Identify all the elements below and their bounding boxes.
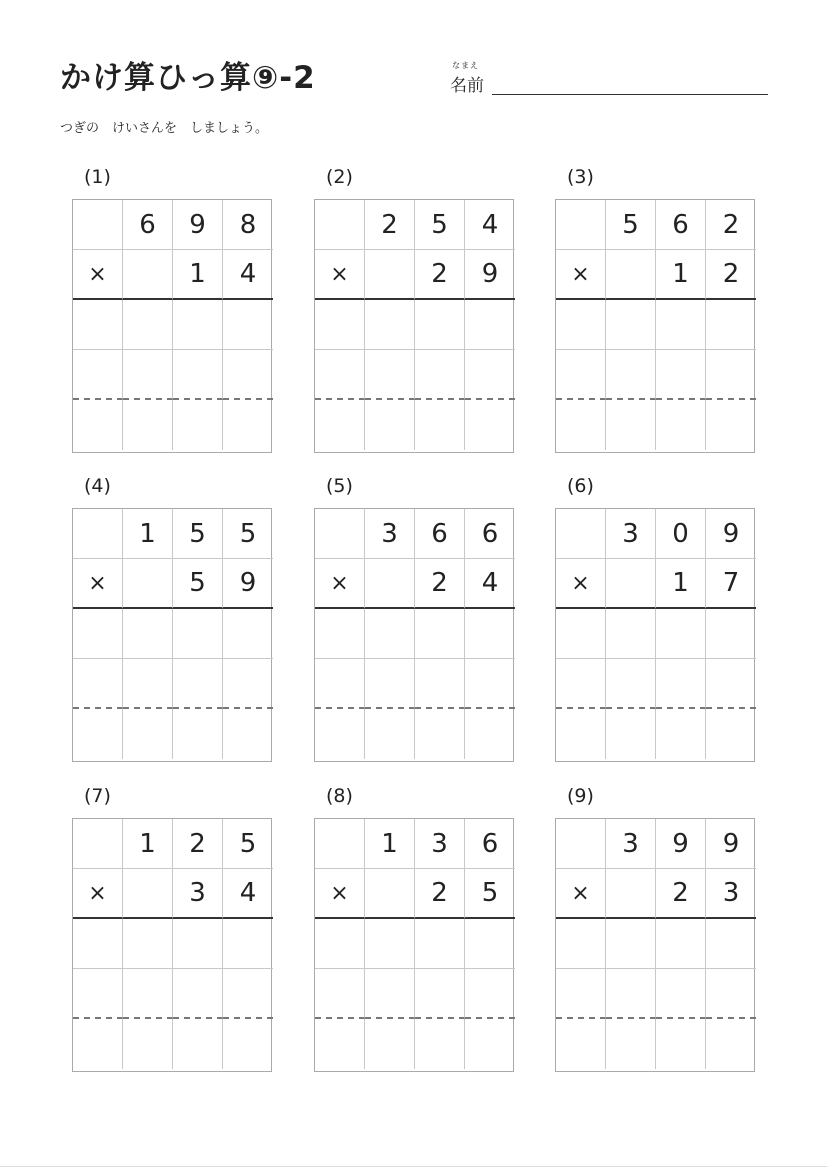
answer-cell[interactable] (606, 709, 656, 759)
instruction-text: つぎの けいさんを しましょう。 (60, 121, 269, 136)
multiplier-digit: 5 (173, 559, 223, 609)
multiplier-digit: 4 (223, 869, 273, 919)
multiplicand-digit (556, 509, 606, 559)
multiplier-digit (365, 250, 415, 300)
answer-cell[interactable] (606, 969, 656, 1019)
multiplier-digit: 2 (415, 250, 465, 300)
answer-cell[interactable] (223, 609, 273, 659)
multiplier-digit (123, 559, 173, 609)
multiplicand-digit: 5 (415, 200, 465, 250)
multiplicand-digit: 3 (365, 509, 415, 559)
answer-cell[interactable] (606, 659, 656, 709)
answer-cell[interactable] (365, 919, 415, 969)
multiplier-digit (123, 250, 173, 300)
answer-cell[interactable] (706, 609, 756, 659)
answer-cell[interactable] (315, 300, 365, 350)
answer-cell[interactable] (123, 300, 173, 350)
answer-cell[interactable] (173, 300, 223, 350)
answer-cell[interactable] (656, 400, 706, 450)
answer-cell[interactable] (706, 919, 756, 969)
answer-cell[interactable] (315, 1019, 365, 1069)
answer-cell[interactable] (465, 300, 515, 350)
answer-cell[interactable] (606, 400, 656, 450)
multiplicand-digit (556, 819, 606, 869)
multiplicand-digit: 5 (223, 509, 273, 559)
multiplicand-digit: 5 (173, 509, 223, 559)
problem-label: (5) (326, 475, 353, 497)
answer-cell[interactable] (465, 609, 515, 659)
answer-cell[interactable] (173, 709, 223, 759)
multiplier-digit (123, 869, 173, 919)
multiplier-digit: 9 (465, 250, 515, 300)
answer-cell[interactable] (73, 400, 123, 450)
answer-cell[interactable] (223, 659, 273, 709)
answer-cell[interactable] (365, 400, 415, 450)
answer-cell[interactable] (656, 969, 706, 1019)
multiply-operator: × (73, 869, 123, 919)
answer-cell[interactable] (415, 919, 465, 969)
multiplier-digit: 1 (656, 250, 706, 300)
answer-cell[interactable] (173, 969, 223, 1019)
answer-cell[interactable] (123, 709, 173, 759)
answer-cell[interactable] (556, 300, 606, 350)
answer-cell[interactable] (123, 659, 173, 709)
multiplicand-digit (315, 200, 365, 250)
answer-cell[interactable] (556, 350, 606, 400)
answer-cell[interactable] (606, 350, 656, 400)
multiplicand-digit (73, 819, 123, 869)
multiplicand-digit: 5 (223, 819, 273, 869)
multiply-operator: × (315, 250, 365, 300)
multiplier-digit: 4 (465, 559, 515, 609)
multiplicand-digit (73, 509, 123, 559)
page-bottom-divider (0, 1166, 827, 1167)
answer-cell[interactable] (173, 1019, 223, 1069)
multiply-operator: × (315, 559, 365, 609)
multiplicand-digit: 6 (123, 200, 173, 250)
multiplicand-digit: 0 (656, 509, 706, 559)
answer-cell[interactable] (556, 709, 606, 759)
multiplicand-digit: 6 (465, 509, 515, 559)
multiplier-digit (365, 559, 415, 609)
answer-cell[interactable] (606, 609, 656, 659)
multiplier-digit (365, 869, 415, 919)
answer-cell[interactable] (415, 709, 465, 759)
answer-cell[interactable] (656, 300, 706, 350)
multiplier-digit: 3 (706, 869, 756, 919)
answer-cell[interactable] (223, 919, 273, 969)
answer-cell[interactable] (123, 1019, 173, 1069)
answer-cell[interactable] (656, 709, 706, 759)
multiplicand-digit (556, 200, 606, 250)
answer-cell[interactable] (706, 969, 756, 1019)
answer-cell[interactable] (606, 1019, 656, 1069)
answer-cell[interactable] (556, 659, 606, 709)
multiplicand-digit: 9 (706, 819, 756, 869)
answer-cell[interactable] (315, 350, 365, 400)
problem-label: (9) (567, 785, 594, 807)
calculation-grid (314, 508, 514, 762)
answer-cell[interactable] (415, 1019, 465, 1069)
answer-cell[interactable] (415, 969, 465, 1019)
multiplier-digit: 1 (173, 250, 223, 300)
answer-cell[interactable] (73, 1019, 123, 1069)
answer-cell[interactable] (706, 659, 756, 709)
answer-cell[interactable] (415, 609, 465, 659)
calculation-grid (72, 199, 272, 453)
answer-cell[interactable] (706, 300, 756, 350)
answer-cell[interactable] (123, 400, 173, 450)
answer-cell[interactable] (173, 609, 223, 659)
multiplicand-digit: 6 (656, 200, 706, 250)
multiplier-digit: 2 (706, 250, 756, 300)
answer-cell[interactable] (556, 969, 606, 1019)
multiplicand-digit: 5 (606, 200, 656, 250)
answer-cell[interactable] (73, 300, 123, 350)
answer-cell[interactable] (556, 919, 606, 969)
multiplicand-digit: 3 (415, 819, 465, 869)
multiplier-digit: 5 (465, 869, 515, 919)
answer-cell[interactable] (73, 969, 123, 1019)
multiplicand-digit: 9 (656, 819, 706, 869)
multiplier-digit (606, 869, 656, 919)
multiplicand-digit: 9 (173, 200, 223, 250)
answer-cell[interactable] (365, 1019, 415, 1069)
answer-cell[interactable] (123, 919, 173, 969)
answer-cell[interactable] (656, 350, 706, 400)
multiplicand-digit (315, 509, 365, 559)
answer-cell[interactable] (706, 709, 756, 759)
answer-cell[interactable] (365, 300, 415, 350)
multiply-operator: × (73, 559, 123, 609)
answer-cell[interactable] (223, 709, 273, 759)
answer-cell[interactable] (123, 969, 173, 1019)
answer-cell[interactable] (606, 919, 656, 969)
calculation-grid (72, 508, 272, 762)
answer-cell[interactable] (223, 350, 273, 400)
multiplicand-digit: 3 (606, 509, 656, 559)
answer-cell[interactable] (73, 350, 123, 400)
multiplicand-digit: 8 (223, 200, 273, 250)
multiplicand-digit (315, 819, 365, 869)
problem-label: (6) (567, 475, 594, 497)
answer-cell[interactable] (223, 300, 273, 350)
worksheet-title: かけ算ひっ算⑨-2 (60, 60, 316, 96)
answer-cell[interactable] (73, 609, 123, 659)
problem-label: (1) (84, 166, 111, 188)
multiplier-digit: 9 (223, 559, 273, 609)
answer-cell[interactable] (173, 350, 223, 400)
answer-cell[interactable] (223, 400, 273, 450)
answer-cell[interactable] (465, 350, 515, 400)
multiplier-digit: 3 (173, 869, 223, 919)
calculation-grid (555, 199, 755, 453)
answer-cell[interactable] (223, 969, 273, 1019)
multiplicand-digit: 6 (415, 509, 465, 559)
answer-cell[interactable] (706, 1019, 756, 1069)
answer-cell[interactable] (606, 300, 656, 350)
answer-cell[interactable] (173, 400, 223, 450)
problem-label: (2) (326, 166, 353, 188)
answer-cell[interactable] (465, 1019, 515, 1069)
multiplier-digit: 7 (706, 559, 756, 609)
answer-cell[interactable] (315, 400, 365, 450)
answer-cell[interactable] (73, 709, 123, 759)
answer-cell[interactable] (465, 709, 515, 759)
multiplicand-digit (73, 200, 123, 250)
answer-cell[interactable] (173, 659, 223, 709)
problem-label: (3) (567, 166, 594, 188)
multiplier-digit: 1 (656, 559, 706, 609)
answer-cell[interactable] (315, 659, 365, 709)
multiplier-digit (606, 250, 656, 300)
multiplicand-digit: 2 (365, 200, 415, 250)
answer-cell[interactable] (656, 919, 706, 969)
answer-cell[interactable] (656, 659, 706, 709)
answer-cell[interactable] (465, 659, 515, 709)
multiplicand-digit: 3 (606, 819, 656, 869)
answer-cell[interactable] (465, 969, 515, 1019)
answer-cell[interactable] (315, 709, 365, 759)
answer-cell[interactable] (315, 609, 365, 659)
answer-cell[interactable] (415, 400, 465, 450)
name-write-line[interactable] (492, 94, 768, 95)
answer-cell[interactable] (73, 659, 123, 709)
multiplicand-digit: 1 (123, 819, 173, 869)
problem-label: (4) (84, 475, 111, 497)
calculation-grid (314, 199, 514, 453)
multiply-operator: × (556, 250, 606, 300)
answer-cell[interactable] (365, 709, 415, 759)
multiply-operator: × (73, 250, 123, 300)
problem-label: (7) (84, 785, 111, 807)
problem-label: (8) (326, 785, 353, 807)
answer-cell[interactable] (556, 609, 606, 659)
multiplier-digit: 2 (656, 869, 706, 919)
answer-cell[interactable] (706, 400, 756, 450)
answer-cell[interactable] (315, 969, 365, 1019)
answer-cell[interactable] (656, 609, 706, 659)
answer-cell[interactable] (123, 609, 173, 659)
answer-cell[interactable] (656, 1019, 706, 1069)
multiplicand-digit: 6 (465, 819, 515, 869)
calculation-grid (314, 818, 514, 1072)
multiplicand-digit: 1 (365, 819, 415, 869)
answer-cell[interactable] (365, 350, 415, 400)
calculation-grid (555, 508, 755, 762)
multiplicand-digit: 2 (173, 819, 223, 869)
multiplier-digit: 2 (415, 869, 465, 919)
answer-cell[interactable] (173, 919, 223, 969)
answer-cell[interactable] (415, 300, 465, 350)
answer-cell[interactable] (365, 609, 415, 659)
answer-cell[interactable] (556, 1019, 606, 1069)
multiplicand-digit: 4 (465, 200, 515, 250)
answer-cell[interactable] (365, 659, 415, 709)
calculation-grid (72, 818, 272, 1072)
answer-cell[interactable] (123, 350, 173, 400)
answer-cell[interactable] (365, 969, 415, 1019)
answer-cell[interactable] (223, 1019, 273, 1069)
answer-cell[interactable] (706, 350, 756, 400)
multiplier-digit: 4 (223, 250, 273, 300)
answer-cell[interactable] (73, 919, 123, 969)
multiplicand-digit: 2 (706, 200, 756, 250)
multiplicand-digit: 1 (123, 509, 173, 559)
multiply-operator: × (556, 559, 606, 609)
calculation-grid (555, 818, 755, 1072)
answer-cell[interactable] (465, 400, 515, 450)
multiplier-digit: 2 (415, 559, 465, 609)
answer-cell[interactable] (415, 659, 465, 709)
name-ruby: なまえ (452, 61, 479, 70)
multiplicand-digit: 9 (706, 509, 756, 559)
answer-cell[interactable] (556, 400, 606, 450)
multiplier-digit (606, 559, 656, 609)
answer-cell[interactable] (315, 919, 365, 969)
answer-cell[interactable] (415, 350, 465, 400)
multiply-operator: × (556, 869, 606, 919)
answer-cell[interactable] (465, 919, 515, 969)
multiply-operator: × (315, 869, 365, 919)
name-label: 名前 (450, 76, 484, 96)
